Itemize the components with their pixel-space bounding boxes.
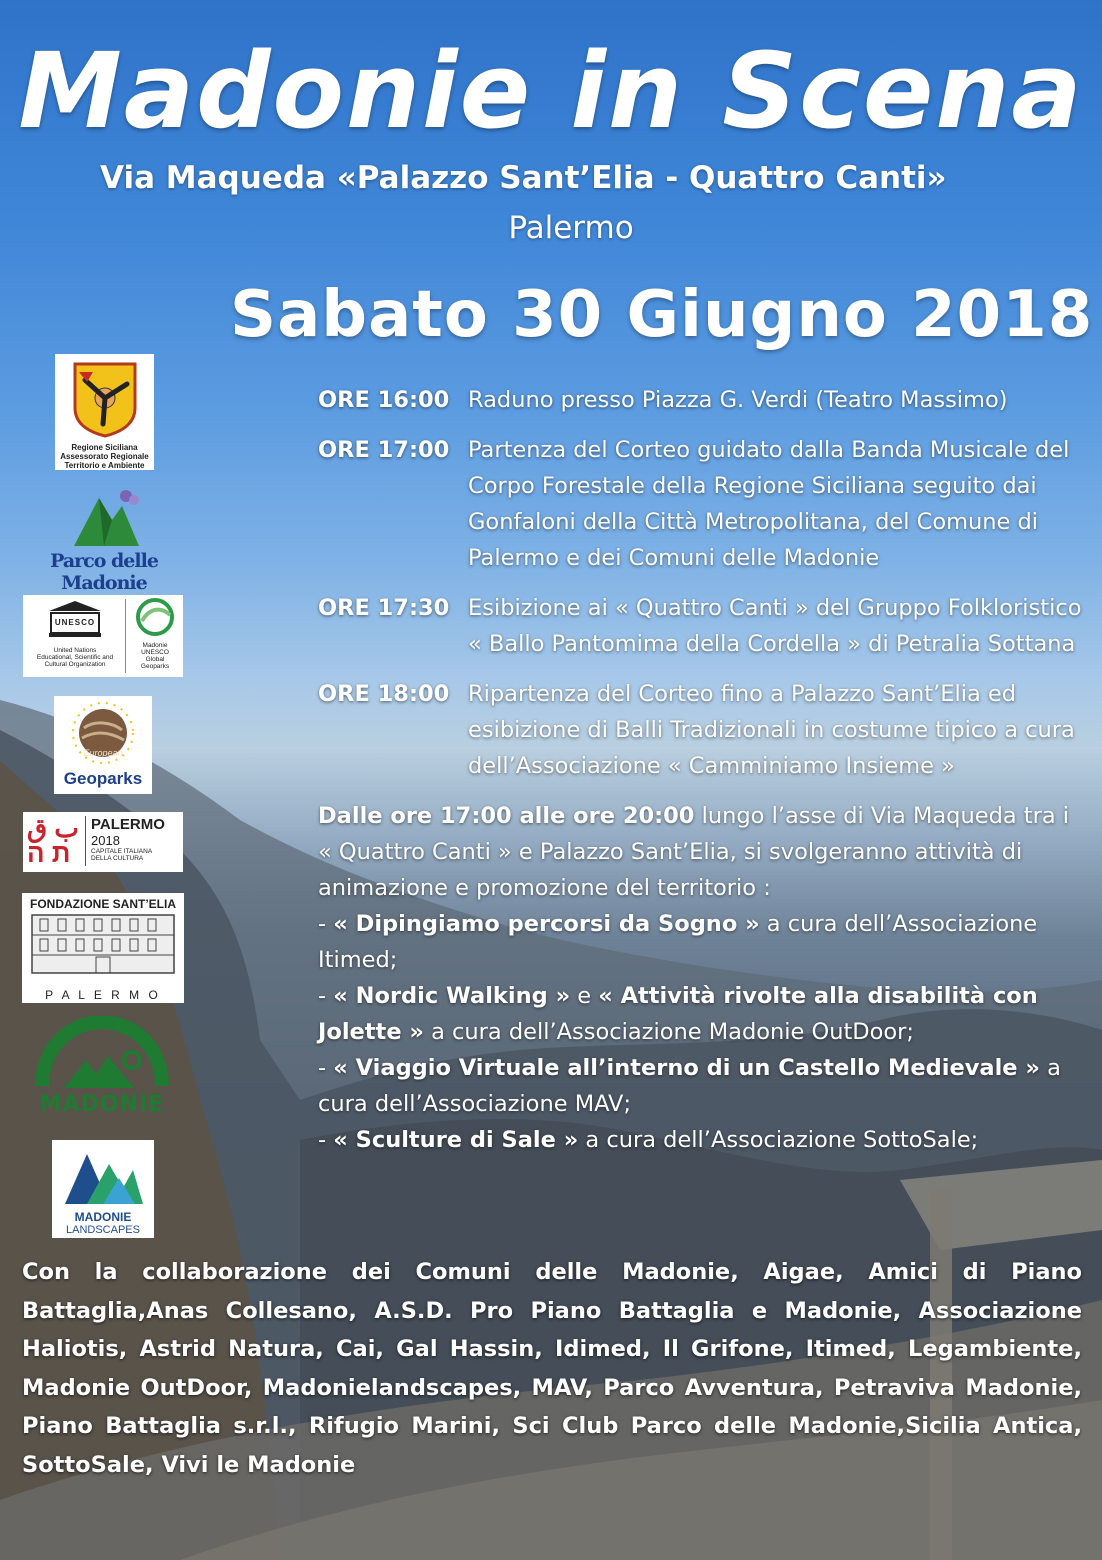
collaboration-credits: Con la collaborazione dei Comuni delle Madonie, Aigae, Amici di Piano Battaglia,Anas Collesano, A.S.D. Pro Piano Battaglia e Madonie, Associazione Haliotis, Astrid Natura, Cai, Gal Hassin, Idimed, Il Grifone, Itimed, Legambiente, Madonie OutDoor, Madonielandscapes, MAV, Parco Avventura, Petraviva Madonie, Piano Battaglia s.r.l., Rifugio Marini, Sci Club Parco delle Madonie,Sicilia Antica, SottoSale, Vivi le Madonie (22, 1259, 1082, 1478)
palermo-city: PALERMO (91, 816, 165, 833)
regione-line3: Territorio e Ambiente (64, 461, 145, 470)
trinacria-icon (65, 360, 145, 438)
unesco-word: UNESCO (54, 618, 96, 627)
activities-hours: Dalle ore 17:00 alle ore 20:00 (318, 803, 695, 829)
schedule-desc: Partenza del Corteo guidato dalla Banda Musicale del Corpo Forestale della Regione Siciliana seguito dai Gonfaloni della Città Metropolitana, del Comune di Palermo e dei Comuni delle Madonie (468, 437, 1070, 571)
palermo-year: 2018 (91, 833, 120, 848)
landscapes-line2: LANDSCAPES (66, 1224, 140, 1236)
geoparks-small: European (83, 748, 123, 758)
venue-subtitle: Via Maqueda «Palazzo Sant’Elia - Quattro Canti» (100, 160, 947, 196)
palermo-cap1: CAPITALE ITALIANA (91, 848, 153, 855)
activity-name: « Sculture di Sale » (333, 1127, 579, 1153)
activity-joiner: e (570, 983, 599, 1009)
event-date: Sabato 30 Giugno 2018 (230, 278, 1094, 352)
unesco-geopark-logo (23, 595, 183, 677)
activity-dash: - (318, 1055, 334, 1081)
activity-name: « Nordic Walking » (333, 983, 571, 1009)
parco-madonie-logo (24, 486, 184, 594)
regione-line2: Assessorato Regionale (60, 452, 149, 461)
activity-item (318, 906, 1088, 978)
geo-line2: UNESCO (141, 649, 169, 656)
activity-name: « Viaggio Virtuale all’interno di un Castello Medievale » (333, 1055, 1040, 1081)
activity-organizer: a cura dell’Associazione SottoSale; (578, 1127, 979, 1153)
palermo-cap2: DELLA CULTURA (91, 855, 144, 862)
activities-intro (318, 798, 1088, 906)
madonie-outdoor-logo (34, 1016, 170, 1116)
city-label: Palermo (508, 210, 634, 246)
activity-dash: - (318, 911, 334, 937)
mountain-flower-icon (54, 486, 154, 548)
schedule-desc: Esibizione ai « Quattro Canti » del Gruppo Folkloristico « Ballo Pantomima della Cordella » di Petralia Sottana (468, 595, 1082, 657)
fondazione-santelia-logo (22, 893, 184, 1003)
parco-label: Parco delle Madonie (50, 550, 158, 594)
madonie-landscapes-logo (52, 1140, 154, 1238)
activity-name-second: « Attività rivolte alla disabilità con Jolette » (318, 983, 1038, 1045)
activity-dash: - (318, 983, 334, 1009)
fondazione-top: FONDAZIONE SANT’ELIA (30, 897, 176, 911)
geopark-swirl-icon (132, 597, 178, 637)
landscapes-peaks-icon (63, 1148, 143, 1206)
schedule-entry (318, 590, 1088, 662)
regione-siciliana-logo (55, 354, 154, 470)
activities-intro-text: lungo l’asse di Via Maqueda tra i « Quattro Canti » e Palazzo Sant’Elia, si svolgeranno attività di animazione e promozione del territorio : (318, 803, 1070, 901)
activity-item (318, 1122, 1088, 1158)
poster-title: Madonie in Scena (18, 30, 1084, 152)
palermo-2018-logo (23, 812, 183, 872)
european-geoparks-logo (54, 696, 152, 794)
schedule-time: ORE 16:00 (318, 387, 450, 413)
unesco-org2: Educational, Scientific and (36, 654, 114, 661)
activity-organizer: a cura dell’Associazione Madonie OutDoor; (423, 1019, 914, 1045)
landscapes-line1: MADONIE (74, 1210, 132, 1224)
unesco-org1: United Nations (53, 647, 97, 654)
unesco-org3: Cultural Organization (44, 661, 106, 668)
regione-line1: Regione Siciliana (71, 443, 138, 452)
activity-name: « Dipingiamo percorsi da Sogno » (333, 911, 760, 937)
activity-organizer: a cura dell’Associazione Itimed; (318, 911, 1038, 973)
geoparks-label: Geoparks (63, 769, 143, 788)
palermo-glyph-icon: ب ق ת ה (27, 813, 79, 868)
schedule-time: ORE 17:00 (318, 437, 450, 463)
palazzo-facade-icon (28, 911, 178, 977)
madonie-outdoor-label: MADONIE (39, 1092, 165, 1117)
activity-organizer: a cura dell’Associazione MAV; (318, 1055, 1061, 1117)
schedule-desc: Raduno presso Piazza G. Verdi (Teatro Massimo) (468, 387, 1008, 413)
schedule-time: ORE 17:30 (318, 595, 450, 621)
fondazione-bottom: P A L E R M O (45, 988, 161, 1002)
schedule-entry (318, 432, 1088, 576)
event-schedule (318, 382, 1088, 1158)
activity-item (318, 978, 1088, 1050)
schedule-entry (318, 676, 1088, 784)
geo-line4: Geoparks (140, 663, 170, 670)
schedule-desc: Ripartenza del Corteo fino a Palazzo Sant’Elia ed esibizione di Balli Tradizionali in costume tipico a cura dell’Associazione « Camminiamo Insieme » (468, 681, 1075, 779)
geo-line3: Global (145, 656, 165, 663)
schedule-entry (318, 382, 1088, 418)
geo-line1: Madonie (142, 642, 168, 649)
schedule-time: ORE 18:00 (318, 681, 450, 707)
activity-dash: - (318, 1127, 334, 1153)
activity-item (318, 1050, 1088, 1122)
